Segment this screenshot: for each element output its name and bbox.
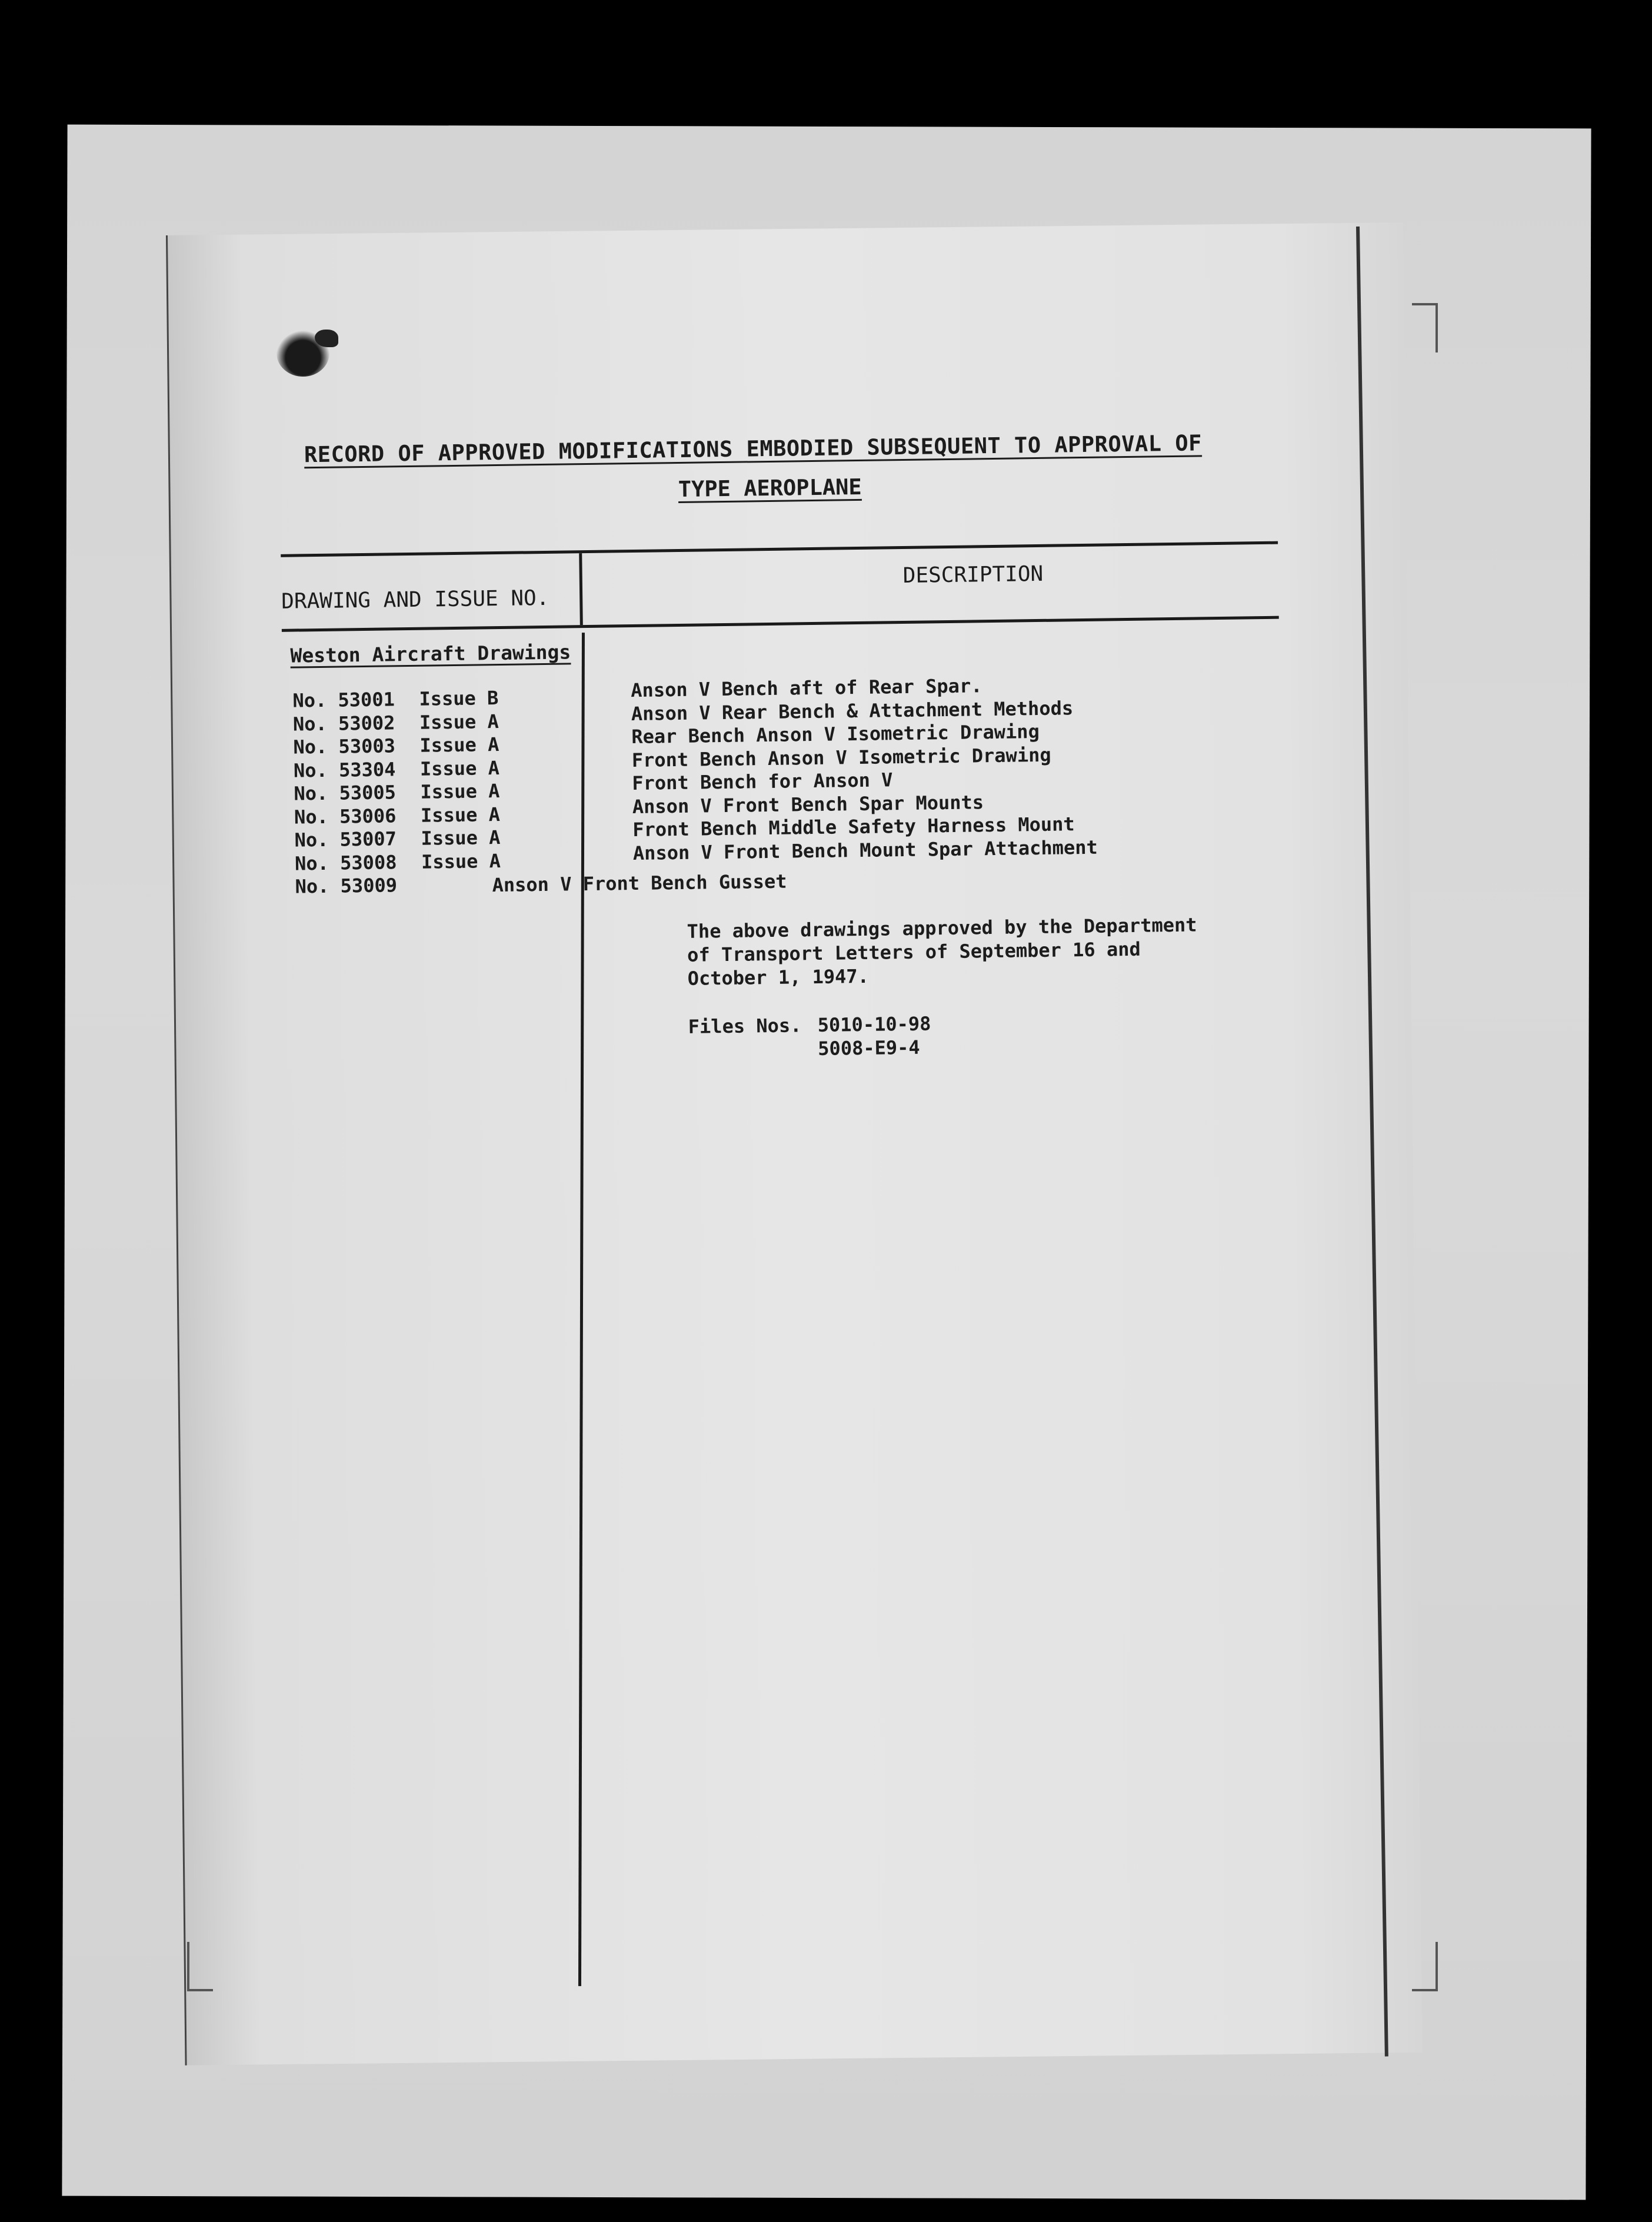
file-number: 5010-10-98: [817, 1012, 931, 1036]
column-header-description: DESCRIPTION: [902, 561, 1044, 588]
drawing-number: No. 53006: [294, 804, 397, 829]
drawing-description: Front Bench for Anson V: [632, 769, 893, 795]
drawing-number: No. 53002: [292, 711, 395, 736]
drawing-number: No. 53005: [294, 781, 397, 805]
drawing-number: No. 53008: [294, 850, 397, 875]
section-heading: Weston Aircraft Drawings: [290, 640, 571, 667]
drawing-issue: Issue A: [420, 803, 501, 827]
body-column-divider: [578, 633, 585, 1986]
drawing-description: Rear Bench Anson V Isometric Drawing: [631, 720, 1040, 749]
drawing-issue: Issue B: [419, 687, 499, 710]
drawing-number: No. 53304: [293, 757, 396, 782]
files-label: Files Nos.: [688, 1014, 802, 1038]
drawing-description: Front Bench Middle Safety Harness Mount: [632, 813, 1075, 841]
approval-note-line2: of Transport Letters of September 16 and: [687, 937, 1141, 966]
drawing-issue: Issue A: [419, 710, 499, 734]
file-number: 5008-E9-4: [818, 1036, 920, 1060]
drawing-issue: Issue A: [421, 849, 501, 873]
drawing-description: Anson V Front Bench Mount Spar Attachment: [632, 836, 1098, 864]
table-header-rule: [282, 616, 1279, 632]
drawing-description: Anson V Bench aft of Rear Spar.: [631, 674, 982, 702]
drawing-issue: Issue A: [421, 826, 501, 850]
column-header-drawing: DRAWING AND ISSUE NO.: [281, 586, 549, 614]
drawing-number: No. 53003: [293, 734, 396, 759]
drawing-number: No. 53009: [295, 874, 398, 898]
drawing-issue: Issue A: [419, 756, 500, 780]
drawing-issue: Issue A: [420, 780, 500, 803]
drawing-description: Anson V Front Bench Gusset: [492, 870, 787, 897]
table-top-rule: [281, 541, 1278, 557]
drawing-description: Anson V Front Bench Spar Mounts: [632, 790, 984, 818]
document-title: RECORD OF APPROVED MODIFICATIONS EMBODIED SUBSEQUENT TO APPROVAL OF: [304, 430, 1203, 468]
drawing-description: Anson V Rear Bench & Attachment Methods: [631, 696, 1074, 725]
drawing-issue: Issue A: [419, 733, 499, 757]
document-subtitle: TYPE AEROPLANE: [678, 474, 862, 502]
approval-note-line1: The above drawings approved by the Department: [687, 913, 1197, 943]
drawing-number: No. 53007: [294, 827, 397, 851]
drawing-description: Front Bench Anson V Isometric Drawing: [631, 743, 1051, 771]
drawing-number: No. 53001: [292, 688, 395, 712]
approval-note-line3: October 1, 1947.: [687, 964, 870, 990]
header-column-divider: [579, 553, 583, 625]
